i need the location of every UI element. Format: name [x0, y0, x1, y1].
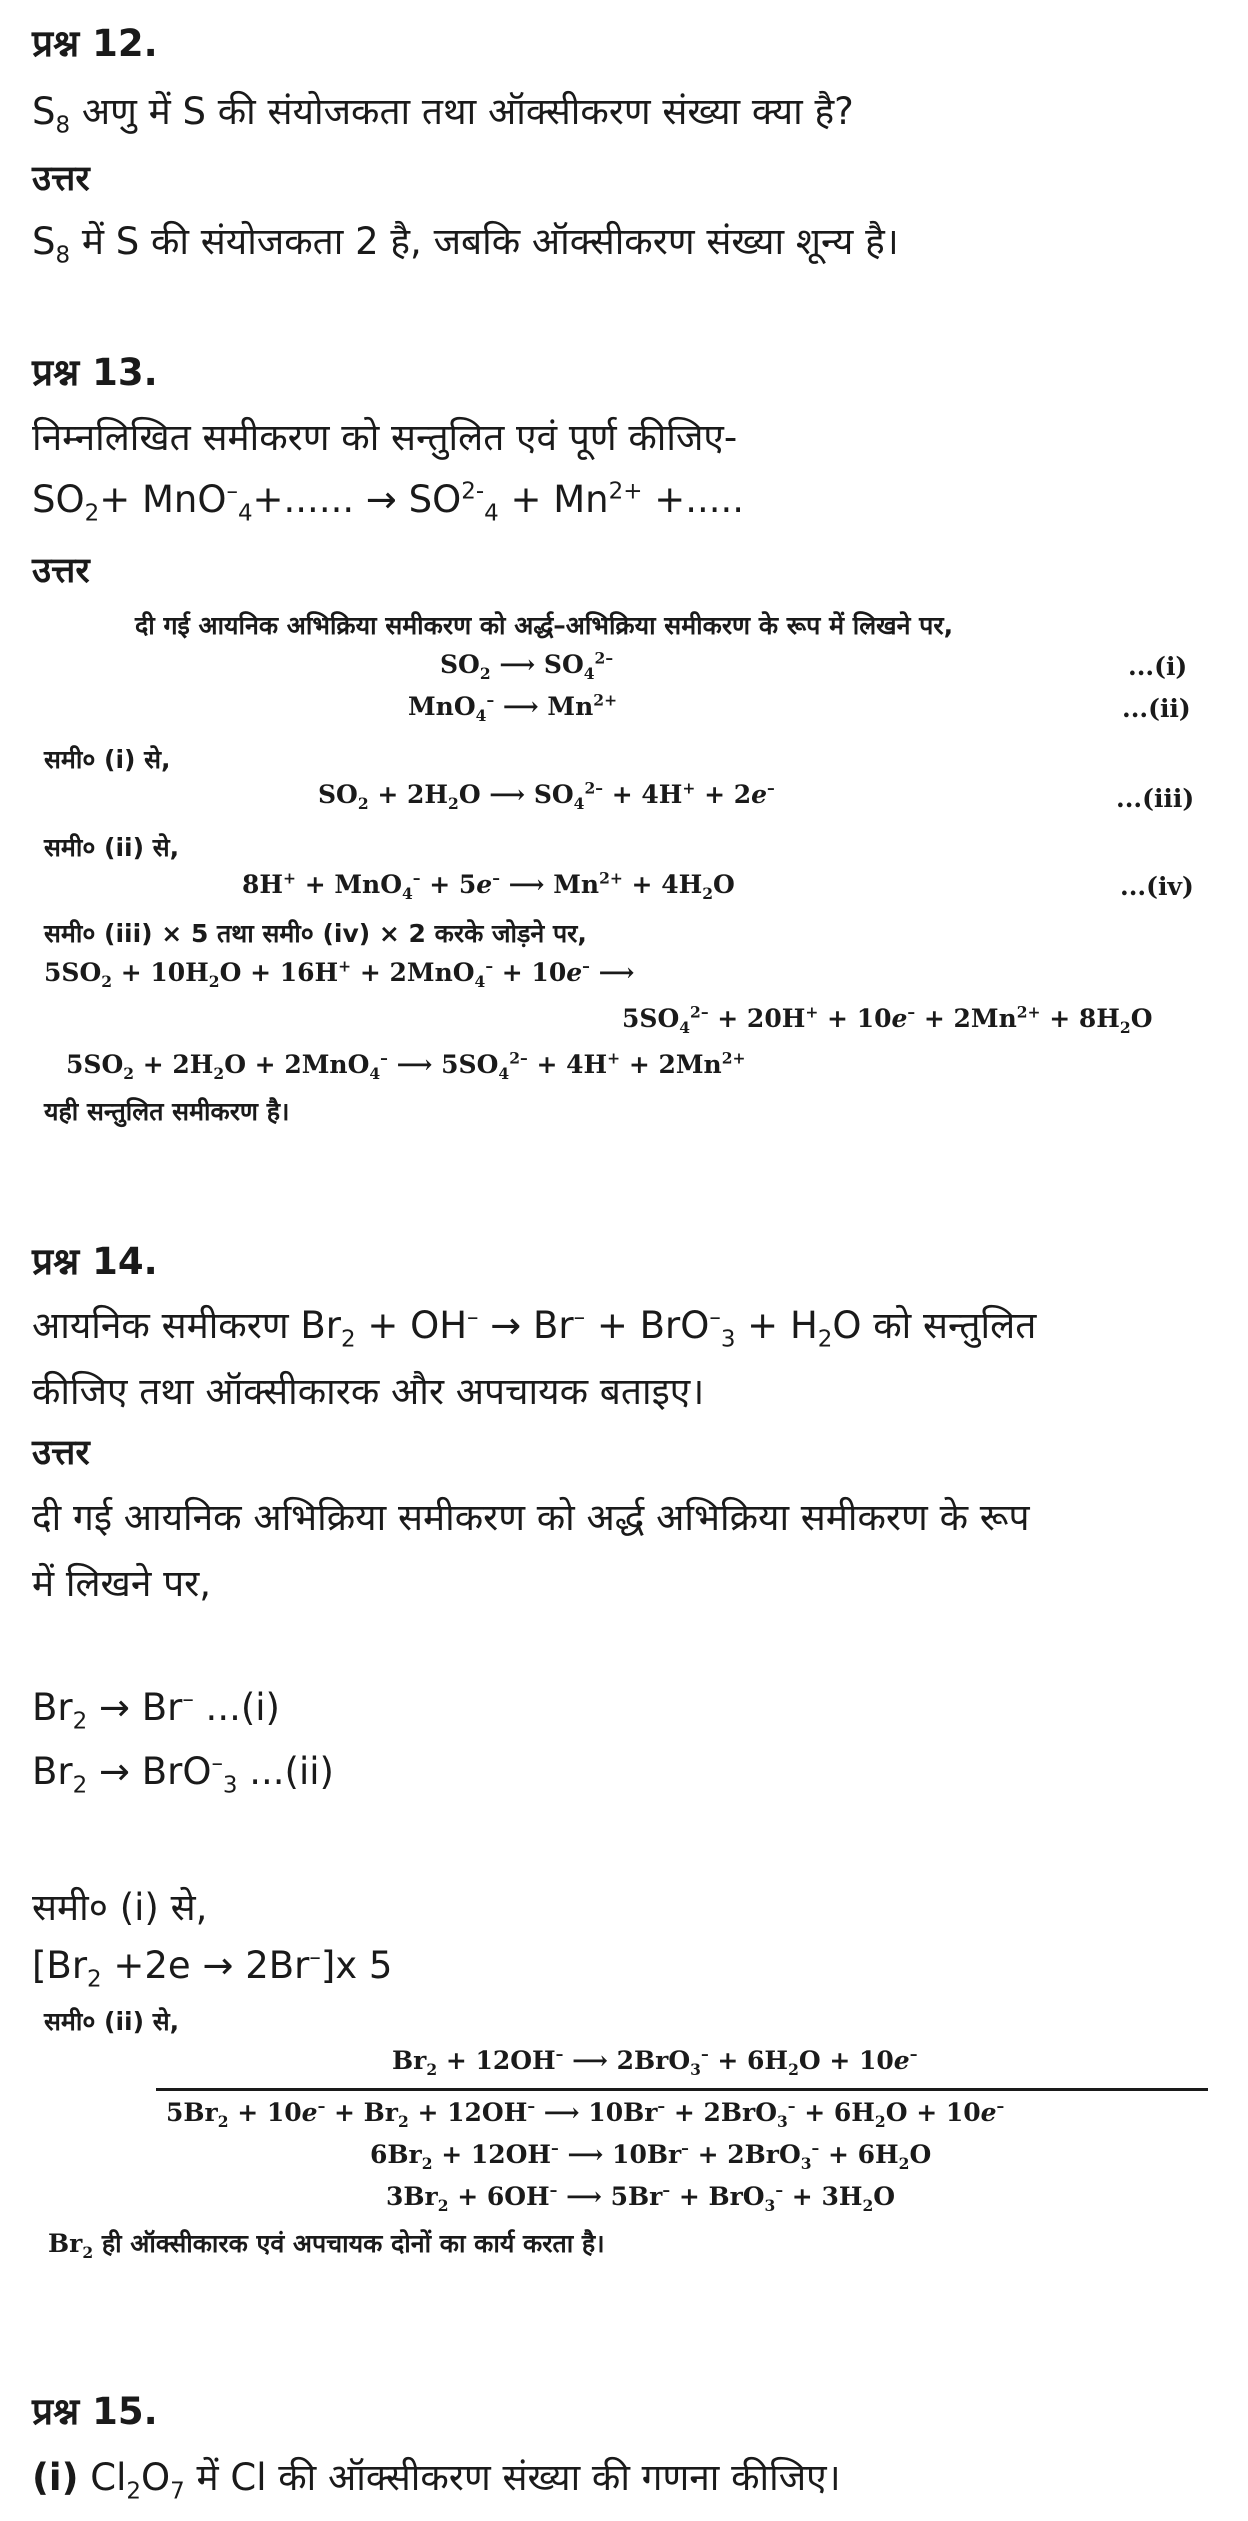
q14-eq-ii: $Br_2 + 12OH^-$ ⟶ $2BrO_3^- + 6H_2O + 10e^-$ — [392, 2044, 918, 2079]
q14-intro-line1: दी गई आयनिक अभिक्रिया समीकरण को अर्द्ध अभिक्रिया समीकरण के रूप — [32, 1496, 1030, 1539]
q15-question: (i) $Cl_2O_7$ में Cl की ऑक्सीकरण संख्या की गणना कीजिए। — [32, 2456, 841, 2505]
q14-intro-line2: में लिखने पर, — [32, 1562, 212, 1605]
q13-tag-iii: ...(iii) — [1116, 784, 1195, 813]
q14-final-equation: $3Br_2 + 6OH^-$ ⟶ $5Br^- + BrO_3^- + 3H_2O$ — [386, 2180, 896, 2215]
q12-answer: $S_8$ में S की संयोजकता 2 है, जबकि ऑक्सीकरण संख्या शून्य है। — [32, 220, 899, 269]
q13-half-eq-1: $SO_2$ ⟶ $SO_4^{2-}$ — [440, 648, 614, 683]
q14-half-eq-2: $Br_2 \to BrO^-_3$ ...(ii) — [32, 1750, 334, 1799]
q14-from-ii: समी० (ii) से, — [44, 2007, 180, 2036]
q12-heading: प्रश्न 12. — [32, 22, 158, 65]
q13-tag-ii: ...(ii) — [1122, 694, 1191, 723]
q14-sum-line1: $5Br_2 + 10e^- + Br_2 + 12OH^-$ ⟶ $10Br^- + 2BrO_3^- + 6H_2O + 10e^-$ — [166, 2096, 1005, 2131]
q13-eq-iii: $SO_2 + 2H_2O$ ⟶ $SO_4^{2-} + 4H^+ + 2e^-$ — [318, 778, 775, 813]
q13-combine: समी० (iii) × 5 तथा समी० (iv) × 2 करके जोड़ने पर, — [44, 919, 587, 948]
q13-intro: दी गई आयनिक अभिक्रिया समीकरण को अर्द्ध–अभिक्रिया समीकरण के रूप में लिखने पर, — [135, 611, 954, 640]
q13-question-line1: निम्नलिखित समीकरण को सन्तुलित एवं पूर्ण कीजिए- — [32, 416, 738, 459]
q13-question-equation: $SO_2+ MnO^-_4+$...... → $SO^{2-}_4 + Mn^{2+}$ +..... — [32, 478, 745, 527]
q14-answer-label: उत्तर — [32, 1433, 90, 1473]
q14-sum-line2: $6Br_2 + 12OH^-$ ⟶ $10Br^- + 2BrO_3^- + 6H_2O$ — [370, 2138, 932, 2173]
q13-half-eq-2: MnO$_4$– ⟶ $Mn^{2+}$ — [408, 690, 618, 725]
q14-question-line2: कीजिए तथा ऑक्सीकारक और अपचायक बताइए। — [32, 1370, 705, 1413]
q13-final-equation: $5SO_2 + 2H_2O + 2MnO_4^-$ ⟶ $5SO_4^{2-} + 4H^+ + 2Mn^{2+}$ — [66, 1048, 746, 1083]
q12-answer-label: उत्तर — [32, 159, 90, 199]
q13-from-ii: समी० (ii) से, — [44, 833, 180, 862]
q15-heading: प्रश्न 15. — [32, 2390, 158, 2433]
q14-eq-i-times-5: $[Br_2 +2e \to 2Br^-]x$ 5 — [32, 1944, 393, 1993]
q14-conclusion: $Br_2$ ही ऑक्सीकारक एवं अपचायक दोनों का कार्य करता है। — [48, 2229, 605, 2262]
q14-heading: प्रश्न 14. — [32, 1240, 158, 1283]
q13-sum-lhs: $5SO_2 + 10H_2O + 16H^+ + 2MnO_4^- + 10e^-$ ⟶ — [44, 956, 635, 991]
q14-from-i: समी० (i) से, — [32, 1886, 208, 1929]
q13-answer-label: उत्तर — [32, 551, 90, 591]
q13-conclusion: यही सन्तुलित समीकरण है। — [44, 1097, 290, 1126]
q13-from-i: समी० (i) से, — [44, 745, 171, 774]
q13-eq-iv: 8H+ + MnO$_4$– + 5e– ⟶ $Mn^{2+} + 4H_2O$ — [242, 868, 735, 903]
q13-heading: प्रश्न 13. — [32, 351, 158, 394]
q12-question: $S_8$ अणु में S की संयोजकता तथा ऑक्सीकरण संख्या क्या है? — [32, 90, 854, 139]
q14-half-eq-1: $Br_2 \to Br^-$ ...(i) — [32, 1686, 280, 1735]
q14-question-line1: आयनिक समीकरण $Br_2 + OH^- \to Br^- + BrO^-_3 + H_2O$ को सन्तुलित — [32, 1304, 1037, 1353]
q13-tag-i: ...(i) — [1128, 652, 1188, 681]
q14-sum-rule — [156, 2088, 1208, 2091]
q13-sum-rhs: $5SO_4^{2-} + 20H^+ + 10e^- + 2Mn^{2+} + 8H_2O$ — [622, 1002, 1153, 1037]
q13-tag-iv: ...(iv) — [1120, 872, 1194, 901]
